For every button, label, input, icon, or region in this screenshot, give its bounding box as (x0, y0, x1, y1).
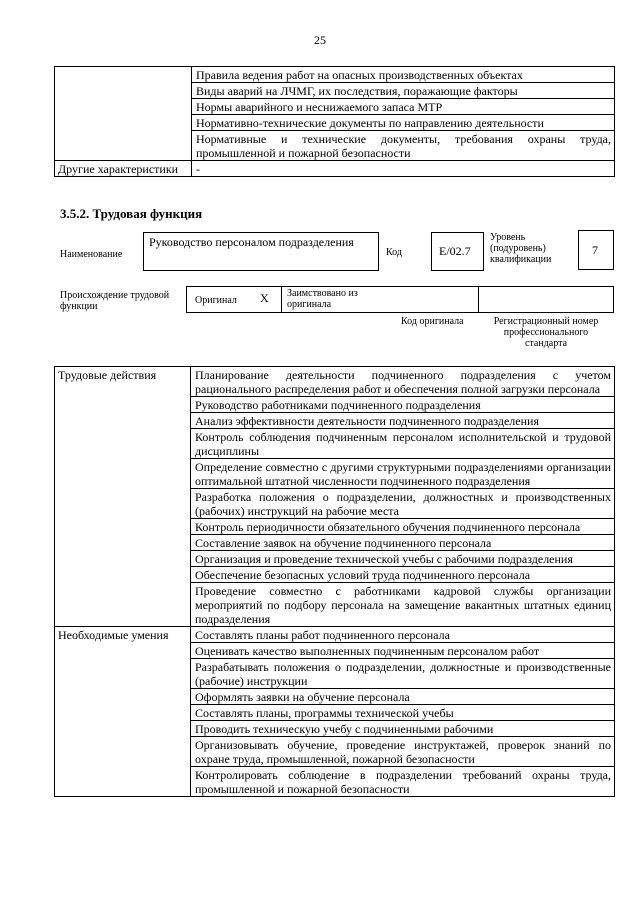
detail-item: Анализ эффективности деятельности подчиненного подразделения (191, 413, 615, 429)
detail-item: Контроль соблюдения подчиненным персоналом исполнительской и трудовой дисциплины (191, 429, 615, 459)
row-label (55, 99, 192, 115)
detail-item: Проводить техническую учебу с подчиненными рабочими (191, 721, 615, 737)
detail-item: Организовывать обучение, проведение инструктажей, проверок знаний по охране труда, промышленной, пожарной безопасности (191, 737, 615, 767)
detail-item: Обеспечение безопасных условий труда подчиненного персонала (191, 567, 615, 583)
row-label (55, 83, 192, 99)
original-mark: X (260, 291, 269, 305)
row-text: Правила ведения работ на опасных производственных объектах (192, 67, 615, 83)
name-label: Наименование (60, 249, 123, 260)
detail-item: Составлять планы, программы технической учебы (191, 705, 615, 721)
row-text: Виды аварий на ЛЧМГ, их последствия, поражающие факторы (192, 83, 615, 99)
detail-item: Разработка положения о подразделении, должностных и производственных (рабочих) инструкций на рабочие места (191, 489, 615, 519)
detail-item: Определение совместно с другими структурными подразделениями организации оптимальной штатной численности подчиненного подразделения (191, 459, 615, 489)
section-title: 3.5.2. Трудовая функция (60, 206, 203, 221)
level-label: Уровень (подуровень) квалификации (490, 232, 552, 265)
row-label (55, 67, 192, 83)
group-label: Необходимые умения (55, 627, 191, 797)
detail-item: Составление заявок на обучение подчиненного персонала (191, 535, 615, 551)
reg-box (478, 286, 614, 313)
function-details-table (54, 366, 615, 797)
borrowed-label: Заимствовано из оригинала (287, 288, 358, 310)
knowledge-row (55, 115, 615, 131)
detail-item: Контроль периодичности обязательного обучения подчиненного персонала (191, 519, 615, 535)
detail-row (55, 367, 615, 397)
knowledge-row (55, 99, 615, 115)
knowledge-row (55, 67, 615, 83)
row-text: Нормативно-технические документы по направлению деятельности (192, 115, 615, 131)
knowledge-row (55, 161, 615, 177)
knowledge-table (54, 66, 615, 177)
origin-label: Происхождение трудовой функции (60, 290, 170, 312)
row-text: Нормы аварийного и неснижаемого запаса МТР (192, 99, 615, 115)
row-label: Другие характеристики (55, 161, 192, 177)
detail-item: Руководство работниками подчиненного подразделения (191, 397, 615, 413)
original-label: Оригинал (195, 295, 237, 306)
detail-item: Контролировать соблюдение в подразделении требований охраны труда, промышленной и пожарной безопасности (191, 767, 615, 797)
row-text: - (192, 161, 615, 177)
name-value: Руководство персоналом подразделения (149, 235, 354, 249)
row-label (55, 131, 192, 161)
code-label: Код (386, 247, 402, 258)
code-value: E/02.7 (439, 244, 471, 258)
reg-number-label: Регистрационный номер профессионального стандарта (493, 316, 599, 349)
detail-item: Проведение совместно с работниками кадровой службы организации мероприятий по подбору персонала на замещение вакантных штатных единиц подразделения (191, 583, 615, 627)
row-text: Нормативные и технические документы, требования охраны труда, промышленной и пожарной безопасности (192, 131, 615, 161)
knowledge-row (55, 131, 615, 161)
detail-item: Разрабатывать положения о подразделении, должностные и производственные (рабочие) инструкции (191, 659, 615, 689)
detail-item: Оценивать качество выполненных подчиненным персоналом работ (191, 643, 615, 659)
detail-item: Составлять планы работ подчиненного персонала (191, 627, 615, 643)
knowledge-row (55, 83, 615, 99)
page-number: 25 (314, 33, 326, 47)
code-original-label: Код оригинала (401, 316, 464, 327)
detail-row (55, 627, 615, 643)
detail-item: Оформлять заявки на обучение персонала (191, 689, 615, 705)
level-value: 7 (592, 243, 598, 257)
group-label: Трудовые действия (55, 367, 191, 627)
detail-item: Планирование деятельности подчиненного подразделения с учетом рационального распределения работ и обеспечения полной загрузки персонала (191, 367, 615, 397)
detail-item: Организация и проведение технической учебы с рабочими подразделения (191, 551, 615, 567)
row-label (55, 115, 192, 131)
